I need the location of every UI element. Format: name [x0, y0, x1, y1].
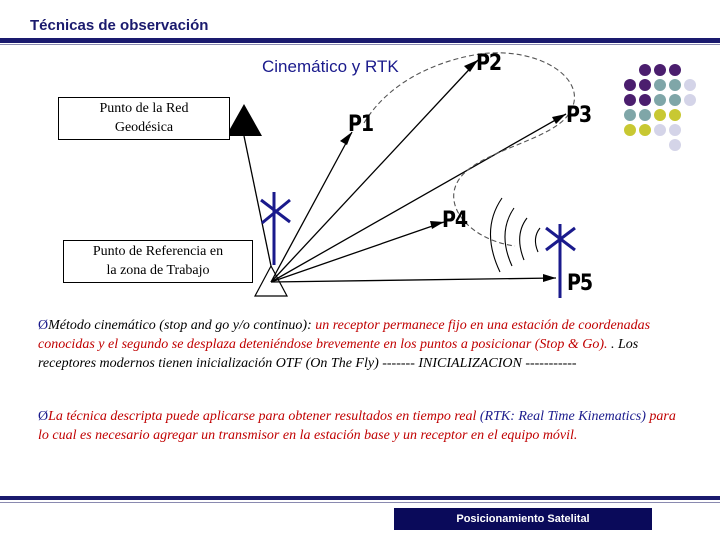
- footer-divider-thin: [0, 502, 720, 503]
- decorative-dot: [639, 79, 651, 91]
- kinematic-otf: . Los receptores modernos tienen inicialización OTF (On The Fly) ------- INICIALIZACION -----------: [38, 337, 639, 371]
- decorative-dot: [669, 94, 681, 106]
- geodesic-point-label: [58, 97, 230, 140]
- decorative-dot: [639, 94, 651, 106]
- decorative-dot: [669, 109, 681, 121]
- decorative-dot: [669, 124, 681, 136]
- footer-label: Posicionamiento Satelital: [394, 508, 652, 530]
- point-label-p4: P4: [442, 207, 468, 233]
- kinematic-lead: Método cinemático (stop and go y/o continuo):: [48, 318, 312, 333]
- decorative-dot: [654, 79, 666, 91]
- rtk-acronym: (RTK: Real Time Kinematics): [476, 409, 646, 424]
- decorative-dot: [684, 94, 696, 106]
- decorative-dot: [639, 109, 651, 121]
- point-label-p1: P1: [348, 111, 374, 137]
- vector-to-p4: [271, 222, 444, 282]
- reference-point-label: [63, 240, 253, 283]
- decorative-dot: [654, 109, 666, 121]
- decorative-dot: [654, 124, 666, 136]
- decorative-dot: [654, 64, 666, 76]
- arrow-bullet-icon: Ø: [38, 318, 49, 333]
- radio-waves-icon: [490, 198, 540, 272]
- point-label-p2: P2: [476, 50, 502, 76]
- geodesic-point-marker: [226, 104, 262, 136]
- decorative-dot: [639, 124, 651, 136]
- arrow-bullet-icon: Ø: [38, 409, 49, 424]
- reference-label-line1: Punto de Referencia en: [92, 244, 224, 259]
- geodesic-label-line2: Geodésica: [114, 120, 174, 135]
- decorative-dot: [654, 94, 666, 106]
- point-label-p5: P5: [567, 270, 593, 296]
- decorative-dot: [624, 79, 636, 91]
- geodesic-label-line1: Punto de la Red: [99, 101, 189, 116]
- decorative-dot: [624, 124, 636, 136]
- page-title: Técnicas de observación: [30, 17, 209, 34]
- paragraph-rtk: [38, 407, 688, 445]
- decorative-dot: [684, 79, 696, 91]
- vector-to-p5: [271, 278, 556, 282]
- decorative-dot: [669, 79, 681, 91]
- reference-label-line2: la zona de Trabajo: [106, 263, 210, 278]
- decorative-dot: [624, 109, 636, 121]
- paragraph-kinematic: [38, 316, 688, 373]
- diagram-subtitle: Cinemático y RTK: [262, 57, 399, 76]
- vector-to-p3: [271, 114, 566, 282]
- decorative-dot: [639, 64, 651, 76]
- kinematic-description: un receptor permanece fijo en una estación de coordenadas conocidas y el segundo se desplaza deteniéndose brevemente en los puntos a posicionar (Stop & Go).: [38, 318, 651, 352]
- decorative-dot: [624, 94, 636, 106]
- rover-trajectory: [364, 53, 574, 246]
- footer-divider: [0, 496, 720, 500]
- decorative-dot: [669, 64, 681, 76]
- point-label-p3: P3: [566, 102, 592, 128]
- rtk-text-2: para lo cual es necesario agregar un transmisor en la estación base y un receptor en el equipo móvil.: [38, 409, 676, 443]
- vector-to-p2: [271, 60, 478, 282]
- rtk-text-1: La técnica descripta puede aplicarse para obtener resultados en tiempo real: [48, 409, 477, 424]
- decorative-dot: [669, 139, 681, 151]
